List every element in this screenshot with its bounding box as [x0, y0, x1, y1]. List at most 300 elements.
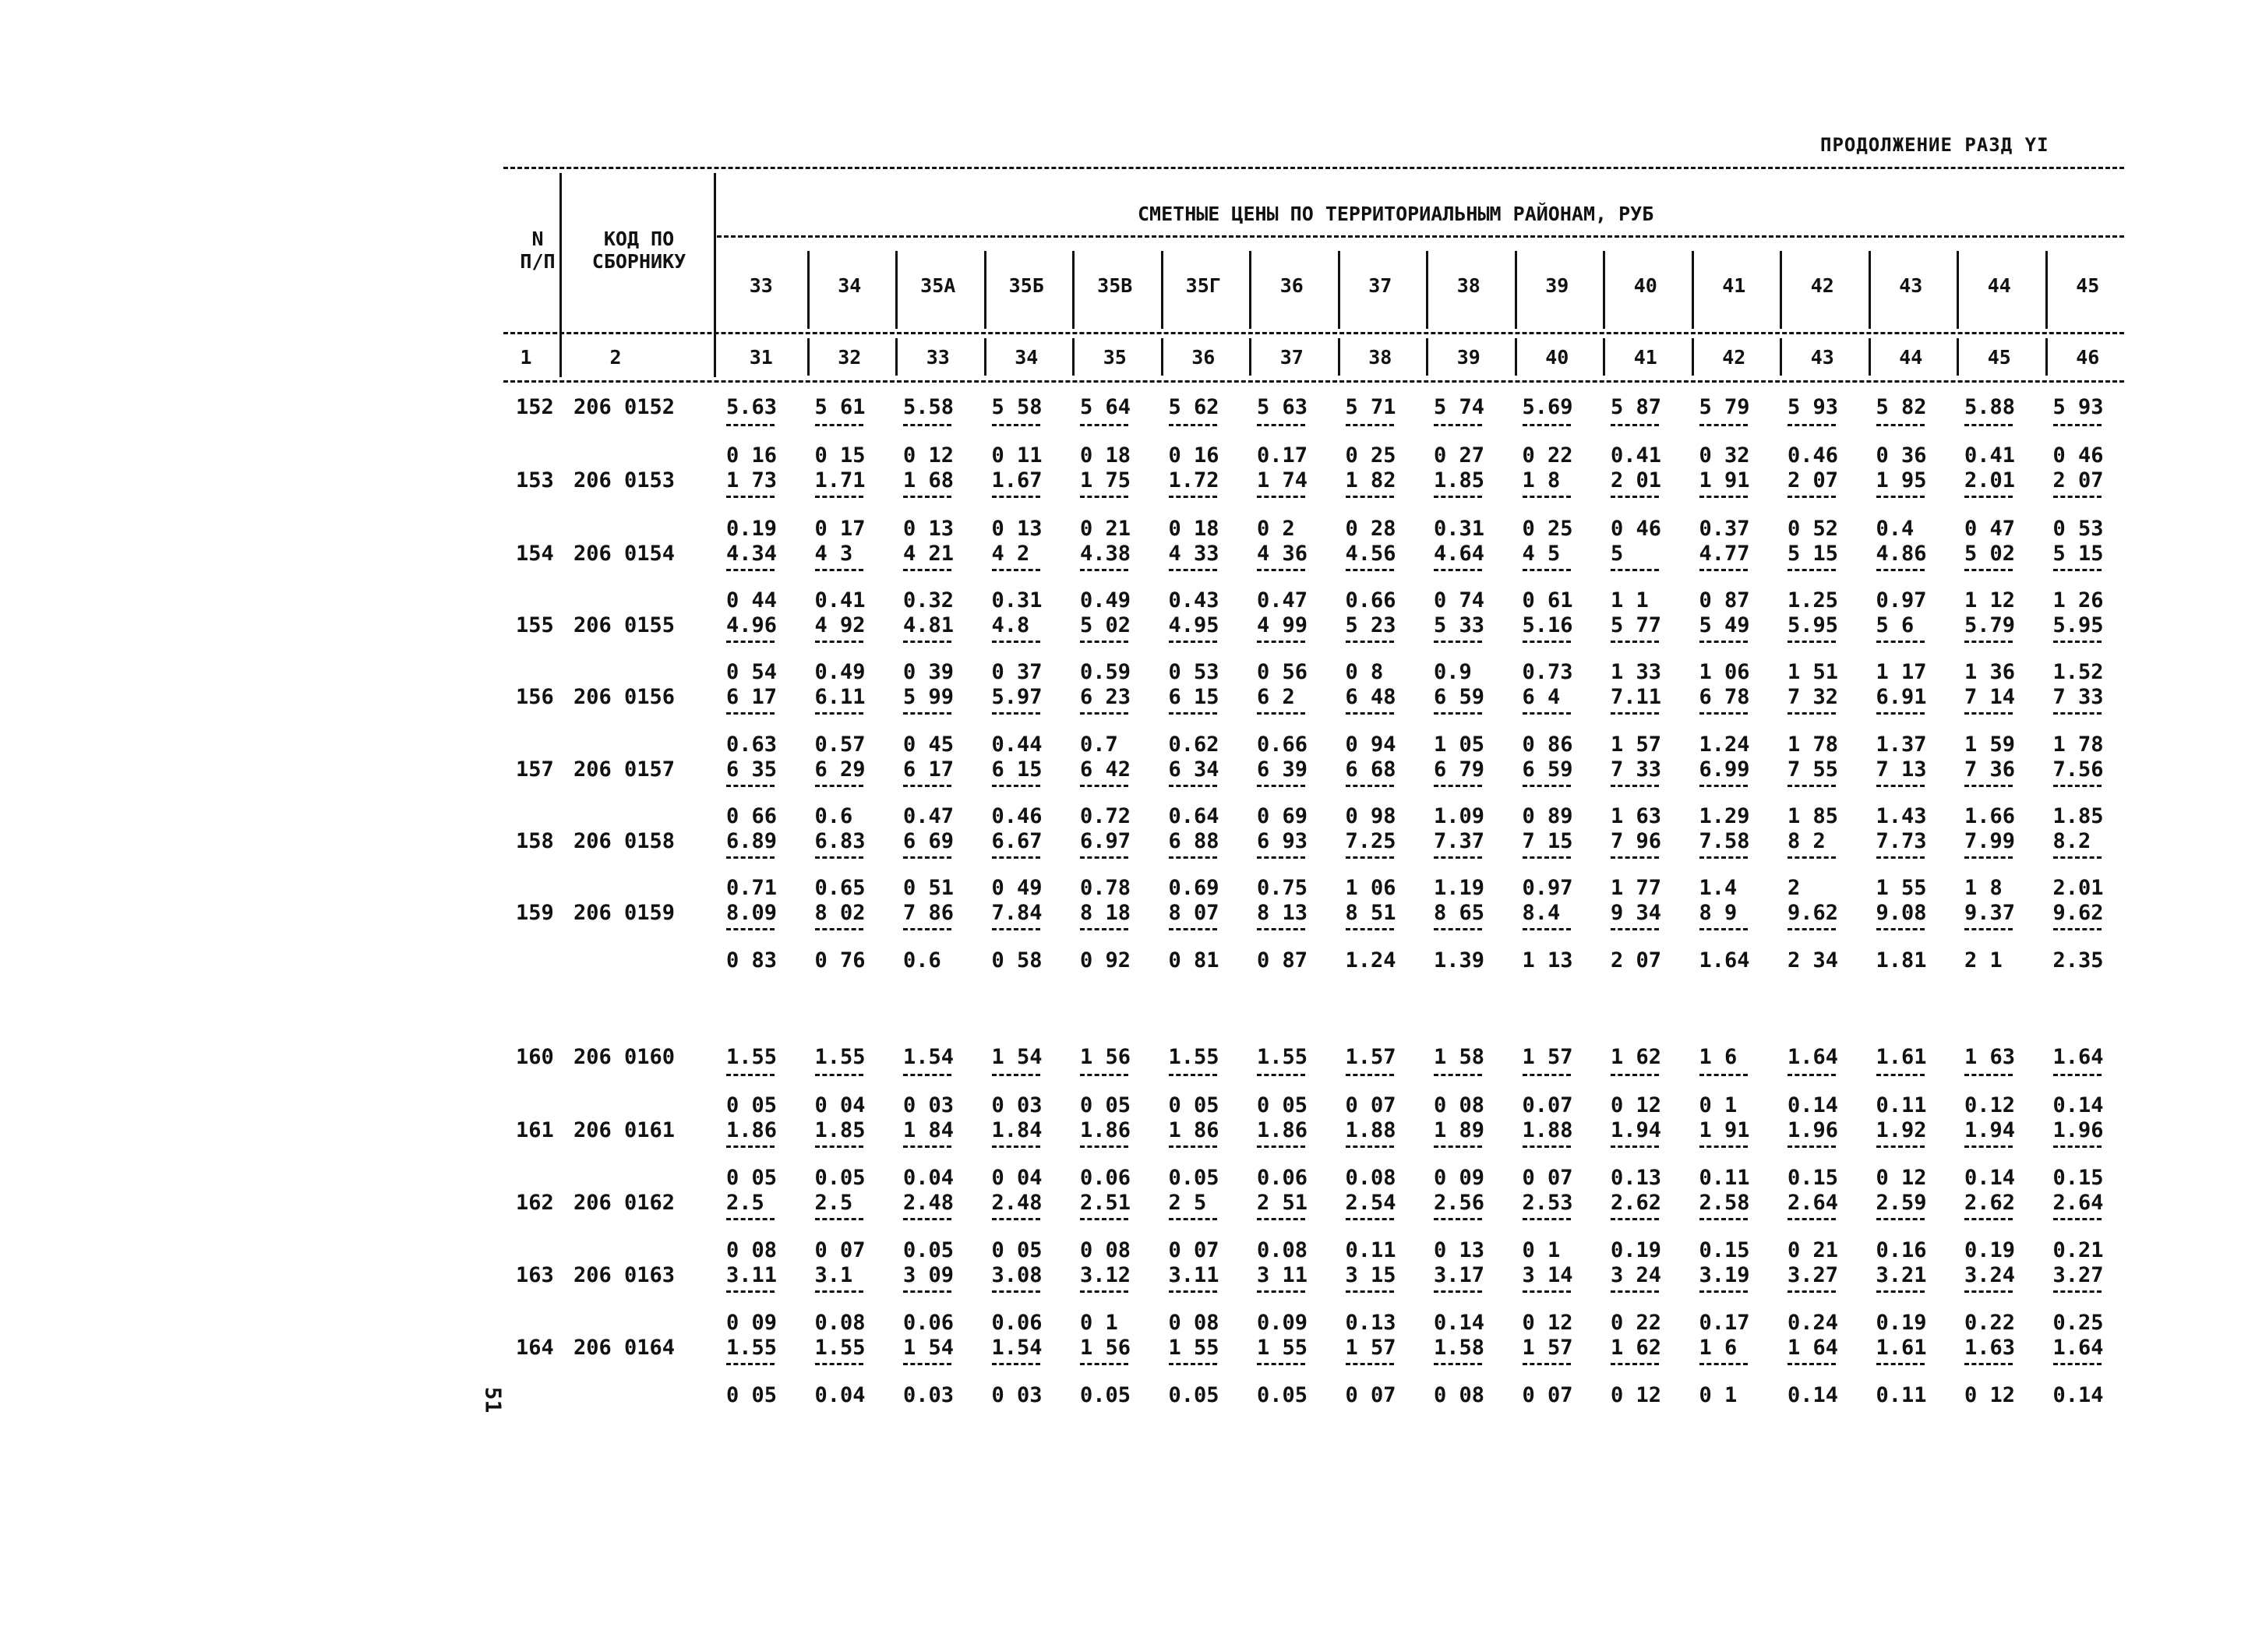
cell-rule [903, 1218, 951, 1220]
price-cell: 2 [1788, 876, 1801, 900]
price-cell: 5 58 [991, 395, 1043, 419]
price-cell: 0.59 [1080, 660, 1131, 684]
cell-rule [1788, 496, 1836, 498]
price-cell: 5.69 [1522, 395, 1573, 419]
price-cell: 7 15 [1522, 829, 1573, 853]
cell-rule [815, 856, 863, 859]
price-cell: 4.96 [726, 613, 778, 637]
cell-rule [2053, 641, 2102, 643]
price-cell: 0 08 [1434, 1383, 1485, 1407]
price-cell: 0.73 [1522, 660, 1573, 684]
price-cell: 0 32 [1699, 443, 1750, 468]
price-cell: 0.41 [1611, 443, 1662, 468]
cell-rule [2053, 928, 2102, 930]
row-number: 155 [516, 613, 554, 637]
price-cell: 1.55 [726, 1336, 778, 1360]
price-cell: 1 26 [2052, 588, 2104, 612]
cell-rule [1434, 1218, 1482, 1220]
price-cell: 0.08 [1257, 1238, 1308, 1262]
price-cell: 6 29 [814, 757, 866, 782]
price-cell: 1 06 [1345, 876, 1396, 900]
price-cell: 0.05 [1080, 1383, 1131, 1407]
price-cell: 6.89 [726, 829, 778, 853]
cell-rule [1434, 496, 1482, 498]
price-cell: 4.34 [726, 542, 778, 566]
col-code-line1: КОД ПО [603, 228, 675, 250]
cell-rule [815, 641, 863, 643]
price-cell: 1.64 [2052, 1045, 2104, 1069]
price-cell: 0.66 [1257, 732, 1308, 757]
district-header: 35Г [1185, 274, 1221, 297]
cell-rule [1523, 856, 1571, 859]
price-cell: 5 63 [1257, 395, 1308, 419]
cell-rule [992, 1290, 1040, 1293]
price-cell: 6 23 [1080, 685, 1131, 709]
price-cell: 1.54 [991, 1336, 1043, 1360]
price-cell: 6 17 [726, 685, 778, 709]
cell-rule [1788, 712, 1836, 715]
price-cell: 0.14 [1788, 1093, 1839, 1117]
price-cell: 4 5 [1522, 542, 1561, 566]
row-code: 206 0164 [573, 1336, 676, 1360]
row-code: 206 0162 [573, 1191, 676, 1215]
district-divider [1957, 251, 1959, 329]
price-cell: 3.11 [1168, 1263, 1219, 1287]
price-cell: 1 05 [1434, 732, 1485, 757]
cell-rule [815, 569, 863, 571]
cell-rule [1876, 856, 1925, 859]
price-cell: 7.73 [1876, 829, 1927, 853]
price-cell: 0 76 [814, 948, 866, 972]
cell-rule [1699, 1218, 1748, 1220]
price-cell: 6 59 [1434, 685, 1485, 709]
price-cell: 9 34 [1611, 901, 1662, 925]
price-cell: 6 59 [1522, 757, 1573, 782]
group-title: СМЕТНЫЕ ЦЕНЫ ПО ТЕРРИТОРИАЛЬНЫМ РАЙОНАМ, РУБ [1138, 203, 1654, 225]
price-cell: 5 [1611, 542, 1624, 566]
cell-rule [903, 928, 951, 930]
price-cell: 5.16 [1522, 613, 1573, 637]
district-header: 38 [1456, 274, 1480, 297]
cell-rule [1964, 1145, 2013, 1148]
price-cell: 4 21 [903, 542, 955, 566]
cell-rule [1080, 1290, 1128, 1293]
price-cell: 0 66 [726, 804, 778, 828]
price-cell: 0.06 [1080, 1166, 1131, 1190]
price-cell: 0 16 [726, 443, 778, 468]
price-cell: 0.19 [1964, 1238, 2016, 1262]
price-cell: 2.59 [1876, 1191, 1927, 1215]
price-cell: 0 03 [903, 1093, 955, 1117]
cell-rule [1788, 785, 1836, 787]
row-number: 156 [516, 685, 554, 709]
price-cell: 0 08 [1434, 1093, 1485, 1117]
price-cell: 0 08 [1168, 1311, 1219, 1335]
cell-rule [1876, 1145, 1925, 1148]
price-cell: 5 87 [1611, 395, 1662, 419]
price-cell: 4.64 [1434, 542, 1485, 566]
cell-rule [992, 1145, 1040, 1148]
price-cell: 0.05 [1257, 1383, 1308, 1407]
price-cell: 0.47 [903, 804, 955, 828]
colnum-cell: 41 [1633, 346, 1657, 369]
cell-rule [903, 1363, 951, 1365]
price-cell: 1 54 [903, 1336, 955, 1360]
cell-rule [992, 712, 1040, 715]
price-cell: 0.47 [1257, 588, 1308, 612]
colnum-cell: 32 [838, 346, 862, 369]
price-cell: 1.55 [726, 1045, 778, 1069]
row-number: 160 [516, 1045, 554, 1069]
cell-rule [726, 569, 775, 571]
price-cell: 1 75 [1080, 468, 1131, 492]
price-cell: 2.56 [1434, 1191, 1485, 1215]
price-cell: 1.88 [1522, 1118, 1573, 1142]
price-cell: 1 12 [1964, 588, 2016, 612]
cell-rule [903, 712, 951, 715]
cell-rule [1964, 496, 2013, 498]
price-cell: 1.55 [1168, 1045, 1219, 1069]
cell-rule [1080, 496, 1128, 498]
price-cell: 0 74 [1434, 588, 1485, 612]
price-cell: 0.03 [903, 1383, 955, 1407]
price-cell: 8 18 [1080, 901, 1131, 925]
price-cell: 4.95 [1168, 613, 1219, 637]
cell-rule [1964, 1218, 2013, 1220]
row-number: 159 [516, 901, 554, 925]
price-cell: 0 05 [726, 1166, 778, 1190]
price-cell: 1.94 [1964, 1118, 2016, 1142]
cell-rule [1876, 1218, 1925, 1220]
price-cell: 4.38 [1080, 542, 1131, 566]
price-cell: 0 12 [1522, 1311, 1573, 1335]
cell-rule [815, 1218, 863, 1220]
price-cell: 1 85 [1788, 804, 1839, 828]
price-cell: 6.83 [814, 829, 866, 853]
price-cell: 0 56 [1257, 660, 1308, 684]
price-cell: 0 1 [1522, 1238, 1561, 1262]
price-cell: 5 79 [1699, 395, 1750, 419]
price-cell: 1 68 [903, 468, 955, 492]
price-cell: 0.14 [2052, 1383, 2104, 1407]
price-cell: 5 02 [1080, 613, 1131, 637]
price-cell: 0 58 [991, 948, 1043, 972]
price-cell: 1 13 [1522, 948, 1573, 972]
price-cell: 2.5 [726, 1191, 764, 1215]
price-cell: 1.55 [814, 1045, 866, 1069]
price-cell: 0 46 [2052, 443, 2104, 468]
price-cell: 1 58 [1434, 1045, 1485, 1069]
price-cell: 6 68 [1345, 757, 1396, 782]
district-header: 44 [1987, 274, 2011, 297]
page-number: 51 [480, 1386, 506, 1414]
district-header: 36 [1279, 274, 1304, 297]
cell-rule [2053, 1074, 2102, 1076]
price-cell: 6 48 [1345, 685, 1396, 709]
colnum-cell: 46 [2076, 346, 2100, 369]
district-divider [1161, 251, 1163, 329]
cell-rule [1699, 1363, 1748, 1365]
price-cell: 6 17 [903, 757, 955, 782]
price-cell: 0.08 [1345, 1166, 1396, 1190]
cell-rule [1876, 424, 1925, 426]
price-cell: 0 13 [991, 517, 1043, 541]
price-cell: 0 36 [1876, 443, 1927, 468]
price-cell: 1.37 [1876, 732, 1927, 757]
price-cell: 0 07 [1522, 1166, 1573, 1190]
cell-rule [1788, 1290, 1836, 1293]
price-cell: 0 05 [1168, 1093, 1219, 1117]
price-cell: 5.97 [991, 685, 1043, 709]
cell-rule [1080, 569, 1128, 571]
price-cell: 0 27 [1434, 443, 1485, 468]
price-cell: 1 82 [1345, 468, 1396, 492]
price-cell: 5 6 [1876, 613, 1915, 637]
row-number: 158 [516, 829, 554, 853]
price-cell: 1 63 [1964, 1045, 2016, 1069]
price-cell: 0.31 [991, 588, 1043, 612]
price-cell: 0.25 [2052, 1311, 2104, 1335]
row-code: 206 0153 [573, 468, 676, 492]
cell-rule [1257, 1290, 1305, 1293]
price-cell: 0 98 [1345, 804, 1396, 828]
price-cell: 7.37 [1434, 829, 1485, 853]
price-cell: 2.01 [1964, 468, 2016, 492]
price-cell: 0.66 [1345, 588, 1396, 612]
cell-rule [1876, 1363, 1925, 1365]
colnum-cell: 42 [1722, 346, 1746, 369]
price-cell: 0 83 [726, 948, 778, 972]
price-cell: 0 2 [1257, 517, 1295, 541]
cell-rule [1257, 1218, 1305, 1220]
price-cell: 0.06 [991, 1311, 1043, 1335]
price-cell: 1.19 [1434, 876, 1485, 900]
cell-rule [992, 641, 1040, 643]
colnum-cell: 40 [1545, 346, 1569, 369]
price-cell: 1.43 [1876, 804, 1927, 828]
price-cell: 0 25 [1345, 443, 1396, 468]
price-cell: 0.11 [1876, 1093, 1927, 1117]
cell-rule [1523, 1290, 1571, 1293]
cell-rule [1169, 1145, 1217, 1148]
district-header: 35В [1097, 274, 1133, 297]
cell-rule [1257, 785, 1305, 787]
price-cell: 0.6 [814, 804, 853, 828]
price-cell: 0 05 [1257, 1093, 1308, 1117]
price-cell: 0.11 [1345, 1238, 1396, 1262]
row-code: 206 0161 [573, 1118, 676, 1142]
cell-rule [1611, 1363, 1659, 1365]
cell-rule [2053, 785, 2102, 787]
price-cell: 0.14 [1788, 1383, 1839, 1407]
price-cell: 5 49 [1699, 613, 1750, 637]
cell-rule [1169, 424, 1217, 426]
row-code: 206 0152 [573, 395, 676, 419]
price-cell: 0.7 [1080, 732, 1118, 757]
price-cell: 1.63 [1964, 1336, 2016, 1360]
cell-rule [1080, 424, 1128, 426]
cell-rule [1169, 712, 1217, 715]
price-cell: 7 32 [1788, 685, 1839, 709]
price-cell: 2.48 [903, 1191, 955, 1215]
price-cell: 1 55 [1168, 1336, 1219, 1360]
page-title: ПРОДОЛЖЕНИЕ РАЗД YI [1820, 134, 2049, 156]
cell-rule [1699, 496, 1748, 498]
price-cell: 1.85 [2052, 804, 2104, 828]
price-cell: 0.09 [1257, 1311, 1308, 1335]
price-cell: 0.05 [903, 1238, 955, 1262]
price-cell: 0.17 [1699, 1311, 1750, 1335]
price-cell: 1.24 [1345, 948, 1396, 972]
cell-rule [1080, 928, 1128, 930]
price-cell: 1.85 [814, 1118, 866, 1142]
colnum-cell: 36 [1191, 346, 1216, 369]
district-divider [1780, 251, 1782, 329]
price-cell: 5 77 [1611, 613, 1662, 637]
cell-rule [1964, 928, 2013, 930]
price-cell: 7 55 [1788, 757, 1839, 782]
price-cell: 1 33 [1611, 660, 1662, 684]
price-cell: 0.64 [1168, 804, 1219, 828]
price-cell: 1 56 [1080, 1336, 1131, 1360]
price-cell: 1.84 [991, 1118, 1043, 1142]
cell-rule [1611, 785, 1659, 787]
price-cell: 5.95 [2052, 613, 2104, 637]
price-cell: 5.79 [1964, 613, 2016, 637]
price-cell: 6 93 [1257, 829, 1308, 853]
cell-rule [2053, 856, 2102, 859]
price-cell: 0 12 [1611, 1093, 1662, 1117]
price-cell: 2.54 [1345, 1191, 1396, 1215]
price-cell: 0.97 [1522, 876, 1573, 900]
cell-rule [1169, 1218, 1217, 1220]
cell-rule [726, 785, 775, 787]
district-divider [1603, 251, 1605, 329]
price-cell: 0 18 [1168, 517, 1219, 541]
cell-rule [1611, 641, 1659, 643]
price-cell: 0 07 [1345, 1383, 1396, 1407]
district-divider [1515, 251, 1517, 329]
cell-rule [2053, 712, 2102, 715]
price-cell: 1 55 [1876, 876, 1927, 900]
price-cell: 1 6 [1699, 1045, 1738, 1069]
cell-rule [1788, 856, 1836, 859]
cell-rule [815, 785, 863, 787]
cell-rule [815, 1145, 863, 1148]
price-cell: 6 88 [1168, 829, 1219, 853]
price-cell: 7 36 [1964, 757, 2016, 782]
price-cell: 6 79 [1434, 757, 1485, 782]
cell-rule [726, 928, 775, 930]
price-cell: 9.37 [1964, 901, 2016, 925]
price-cell: 1.92 [1876, 1118, 1927, 1142]
cell-rule [1788, 1074, 1836, 1076]
cell-rule [1080, 1074, 1128, 1076]
cell-rule [1434, 712, 1482, 715]
cell-rule [1788, 1145, 1836, 1148]
price-cell: 2 07 [2052, 468, 2104, 492]
price-cell: 0.71 [726, 876, 778, 900]
price-cell: 0.49 [814, 660, 866, 684]
cell-rule [1611, 424, 1659, 426]
price-cell: 9.62 [2052, 901, 2104, 925]
row-code: 206 0163 [573, 1263, 676, 1287]
price-cell: 1.64 [1788, 1045, 1839, 1069]
cell-rule [903, 1290, 951, 1293]
cell-rule [992, 785, 1040, 787]
price-cell: 4 36 [1257, 542, 1308, 566]
price-cell: 3.21 [1876, 1263, 1927, 1287]
colnum-cell: 31 [749, 346, 773, 369]
price-cell: 0 46 [1611, 517, 1662, 541]
price-cell: 0.15 [1699, 1238, 1750, 1262]
cell-rule [1169, 785, 1217, 787]
cell-rule [1523, 928, 1571, 930]
cell-rule [1169, 1074, 1217, 1076]
price-cell: 0.43 [1168, 588, 1219, 612]
price-cell: 0.17 [1257, 443, 1308, 468]
price-cell: 2.64 [2052, 1191, 2104, 1215]
price-cell: 0.08 [814, 1311, 866, 1335]
price-cell: 5.88 [1964, 395, 2016, 419]
cell-rule [903, 569, 951, 571]
price-cell: 0 47 [1964, 517, 2016, 541]
price-cell: 1.96 [1788, 1118, 1839, 1142]
cell-rule [1611, 1218, 1659, 1220]
cell-rule [1346, 569, 1394, 571]
price-cell: 1 56 [1080, 1045, 1131, 1069]
price-cell: 4.86 [1876, 542, 1927, 566]
cell-rule [903, 856, 951, 859]
row-code: 206 0156 [573, 685, 676, 709]
price-cell: 5 33 [1434, 613, 1485, 637]
colnum-cell: 35 [1103, 346, 1127, 369]
cell-rule [726, 1363, 775, 1365]
cell-rule [1788, 569, 1836, 571]
price-cell: 0.72 [1080, 804, 1131, 828]
price-cell: 5 62 [1168, 395, 1219, 419]
cell-rule [992, 928, 1040, 930]
price-cell: 8 07 [1168, 901, 1219, 925]
price-cell: 6.67 [991, 829, 1043, 853]
cell-rule [1346, 712, 1394, 715]
price-cell: 8 9 [1699, 901, 1738, 925]
price-cell: 0.6 [903, 948, 941, 972]
price-cell: 1.64 [2052, 1336, 2104, 1360]
cell-rule [1611, 928, 1659, 930]
row-code: 206 0154 [573, 542, 676, 566]
cell-rule [1611, 1290, 1659, 1293]
cell-rule [815, 1363, 863, 1365]
price-cell: 0 12 [1611, 1383, 1662, 1407]
cell-rule [1611, 496, 1659, 498]
price-cell: 0.14 [1434, 1311, 1485, 1335]
price-cell: 7.84 [991, 901, 1043, 925]
price-cell: 0 1 [1699, 1383, 1738, 1407]
price-cell: 3 11 [1257, 1263, 1308, 1287]
price-cell: 0 61 [1522, 588, 1573, 612]
price-cell: 6 2 [1257, 685, 1295, 709]
row-code: 206 0160 [573, 1045, 676, 1069]
price-cell: 1 51 [1788, 660, 1839, 684]
price-cell: 0 51 [903, 876, 955, 900]
cell-rule [1080, 1145, 1128, 1148]
price-cell: 1 73 [726, 468, 778, 492]
price-cell: 1.81 [1876, 948, 1927, 972]
price-cell: 1.4 [1699, 876, 1738, 900]
cell-rule [1699, 856, 1748, 859]
price-cell: 1 64 [1788, 1336, 1839, 1360]
